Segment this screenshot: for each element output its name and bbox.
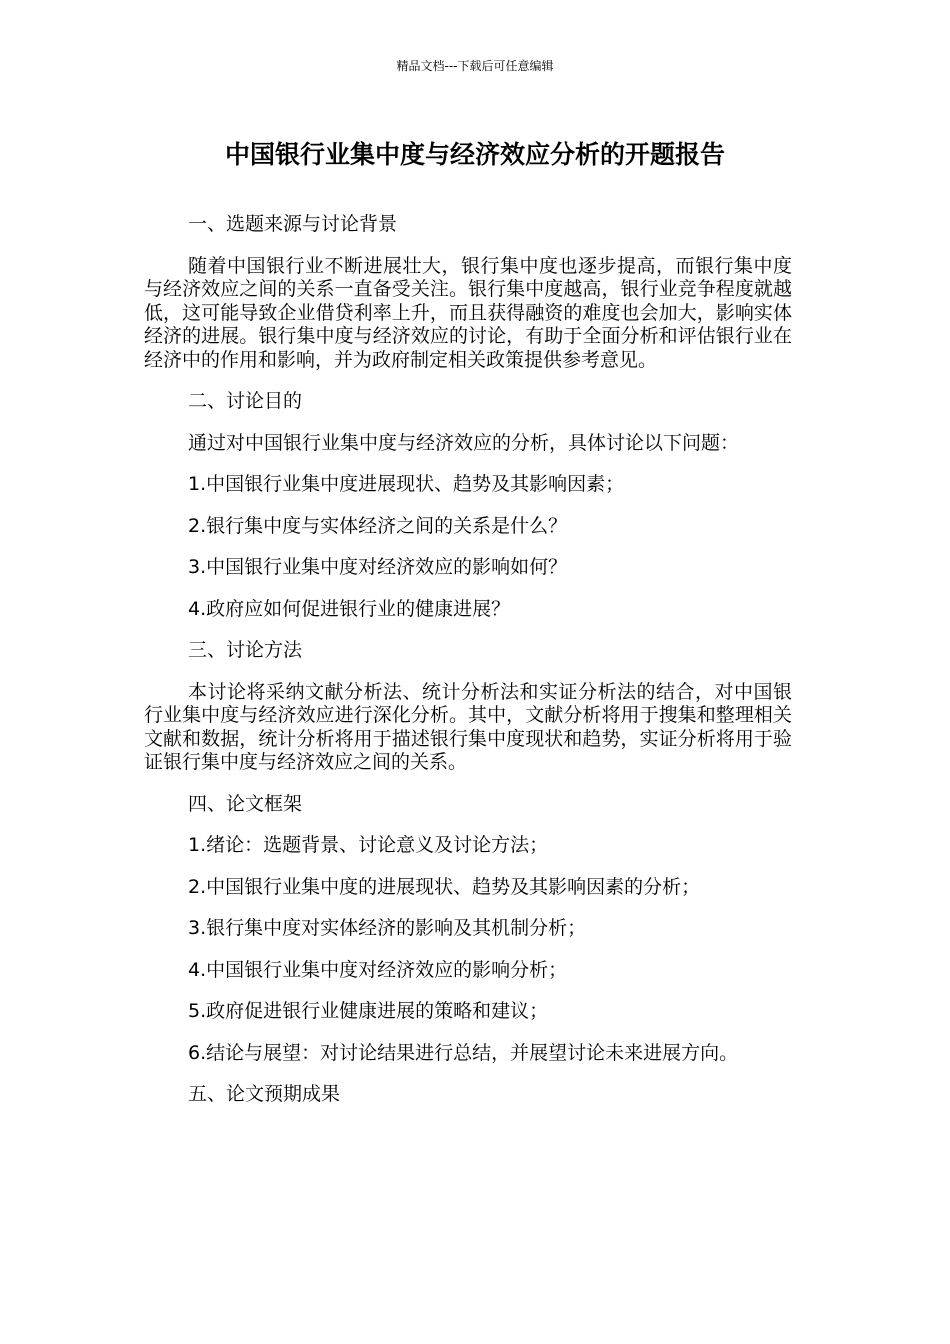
page-header: 精品文档---下载后可任意编辑 [396,59,554,73]
paragraph-background: 随着中国银行业不断进展壮大，银行集中度也逐步提高，而银行集中度与经济效应之间的关系一直备受关注。银行集中度越高，银行业竞争程度就越低，这可能导致企业借贷利率上升，而且获得融资的难度也会加大，影响实体经济的进展。银行集中度与经济效应的讨论，有助于全面分析和评估银行业在经济中的作用和影响，并为政府制定相关政策提供参考意见。 [144,254,792,371]
paragraph-purpose-intro: 通过对中国银行业集中度与经济效应的分析，具体讨论以下问题： [188,431,740,454]
section-heading-framework: 四、论文框架 [188,792,303,815]
list-item-framework-4: 4.中国银行业集中度对经济效应的影响分析； [188,958,568,981]
document-title: 中国银行业集中度与经济效应分析的开题报告 [224,140,725,169]
section-heading-background: 一、选题来源与讨论背景 [188,213,398,235]
list-item-framework-2: 2.中国银行业集中度的进展现状、趋势及其影响因素的分析； [188,875,701,898]
section-heading-purpose: 二、讨论目的 [188,390,303,412]
list-item-purpose-2: 2.银行集中度与实体经济之间的关系是什么？ [188,514,568,537]
section-heading-outcomes: 五、论文预期成果 [188,1083,341,1105]
list-item-framework-5: 5.政府促进银行业健康进展的策略和建议； [188,1000,549,1022]
list-item-purpose-1: 1.中国银行业集中度进展现状、趋势及其影响因素； [188,473,625,495]
list-item-purpose-3: 3.中国银行业集中度对经济效应的影响如何？ [188,556,568,578]
document-body [144,213,792,1125]
list-item-framework-3: 3.银行集中度对实体经济的影响及其机制分析； [188,917,587,939]
paragraph-method: 本讨论将采纳文献分析法、统计分析法和实证分析法的结合，对中国银行业集中度与经济效应进行深化分析。其中，文献分析将用于搜集和整理相关文献和数据，统计分析将用于描述银行集中度现状和趋势，实证分析将用于验证银行集中度与经济效应之间的关系。 [144,680,792,773]
list-item-purpose-4: 4.政府应如何促进银行业的健康进展？ [188,597,511,620]
section-heading-method: 三、讨论方法 [188,639,303,661]
list-item-framework-1: 1.绪论：选题背景、讨论意义及讨论方法； [188,834,549,856]
list-item-framework-6: 6.结论与展望：对讨论结果进行总结，并展望讨论未来进展方向。 [188,1041,739,1064]
